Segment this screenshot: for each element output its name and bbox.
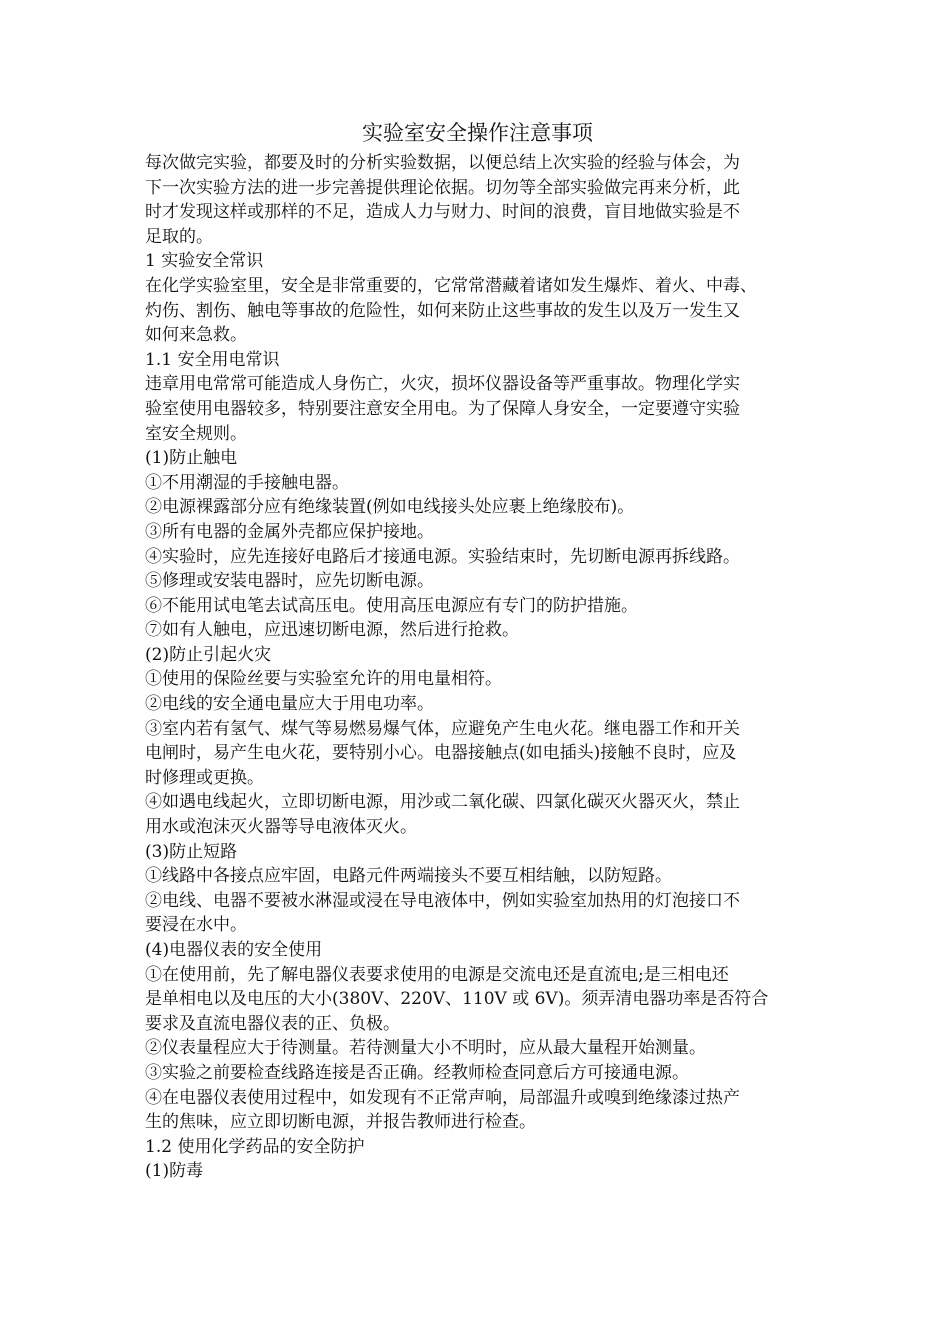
text-line: 1.2 使用化学药品的安全防护: [145, 1136, 365, 1157]
text-line: 1 实验安全常识: [145, 251, 264, 272]
text-line: ②电线的安全通电量应大于用电功率。: [145, 694, 434, 715]
text-line: ④如遇电线起火，立即切断电源，用沙或二氧化碳、四氯化碳灭火器灭火，禁止: [145, 792, 740, 813]
text-line: 室安全规则。: [145, 423, 247, 444]
text-line: ①不用潮湿的手接触电器。: [145, 472, 349, 493]
text-line: 在化学实验室里，安全是非常重要的，它常常潜藏着诸如发生爆炸、着火、中毒、: [145, 275, 757, 296]
text-line: 时修理或更换。: [145, 767, 264, 788]
text-line: ③室内若有氢气、煤气等易燃易爆气体，应避免产生电火花。继电器工作和开关: [145, 718, 740, 739]
text-line: ①线路中各接点应牢固，电路元件两端接头不要互相结触，以防短路。: [145, 866, 672, 887]
text-line: ②仪表量程应大于待测量。若待测量大小不明时，应从最大量程开始测量。: [145, 1038, 706, 1059]
text-line: ⑦如有人触电，应迅速切断电源，然后进行抢救。: [145, 620, 519, 641]
text-line: (1)防止触电: [145, 448, 238, 469]
text-line: 下一次实验方法的进一步完善提供理论依据。切勿等全部实验做完再来分析，此: [145, 177, 740, 198]
text-line: 时才发现这样或那样的不足，造成人力与财力、时间的浪费，盲目地做实验是不: [145, 202, 740, 223]
document-page: [145, 115, 810, 1184]
text-line: 1.1 安全用电常识: [145, 349, 280, 370]
text-line: ⑤修理或安装电器时，应先切断电源。: [145, 571, 434, 592]
text-line: (4)电器仪表的安全使用: [145, 940, 323, 960]
text-line: 如何来急救。: [145, 325, 247, 346]
text-line: ⑥不能用试电笔去试高压电。使用高压电源应有专门的防护措施。: [145, 595, 638, 616]
text-line: 用水或泡沫灭火器等导电液体灭火。: [145, 817, 417, 838]
text-line: 每次做完实验，都要及时的分析实验数据，以便总结上次实验的经验与体会，为: [145, 153, 740, 173]
text-line: ④实验时，应先连接好电路后才接通电源。实验结束时，先切断电源再拆线路。: [145, 546, 740, 567]
text-line: (1)防毒: [145, 1161, 204, 1182]
text-line: ②电源裸露部分应有绝缘装置(例如电线接头处应裹上绝缘胶布)。: [145, 497, 635, 518]
text-line: (2)防止引起火灾: [145, 644, 272, 665]
text-line: 生的焦味，应立即切断电源，并报告教师进行检查。: [145, 1112, 536, 1133]
text-line: ①使用的保险丝要与实验室允许的用电量相符。: [145, 669, 502, 690]
text-line: ②电线、电器不要被水淋湿或浸在导电液体中，例如实验室加热用的灯泡接口不: [145, 890, 740, 911]
text-line: ①在使用前，先了解电器仪表要求使用的电源是交流电还是直流电;是三相电还: [145, 964, 729, 985]
text-line: 灼伤、割伤、触电等事故的危险性，如何来防止这些事故的发生以及万一发生又: [145, 300, 740, 321]
text-line: 足取的。: [145, 226, 213, 247]
text-line: ③所有电器的金属外壳都应保护接地。: [145, 521, 434, 542]
document-body: [145, 151, 810, 1184]
text-line: 电闸时，易产生电火花，要特别小心。电器接触点(如电插头)接触不良时，应及: [145, 743, 737, 764]
text-line: 是单相电以及电压的大小(380V、220V、110V 或 6V)。须弄清电器功率是否符合: [145, 989, 769, 1010]
text-line: 违章用电常常可能造成人身伤亡，火灾，损坏仪器设备等严重事故。物理化学实: [145, 374, 740, 395]
text-line: 要浸在水中。: [145, 915, 247, 936]
text-line: ③实验之前要检查线路连接是否正确。经教师检查同意后方可接通电源。: [145, 1062, 689, 1083]
text-line: ④在电器仪表使用过程中，如发现有不正常声响，局部温升或嗅到绝缘漆过热产: [145, 1087, 740, 1108]
text-line: 验室使用电器较多，特别要注意安全用电。为了保障人身安全，一定要遵守实验: [145, 398, 740, 419]
text-line: (3)防止短路: [145, 841, 238, 862]
text-line: 要求及直流电器仪表的正、负极。: [145, 1013, 400, 1034]
document-title: 实验室安全操作注意事项: [362, 121, 593, 145]
